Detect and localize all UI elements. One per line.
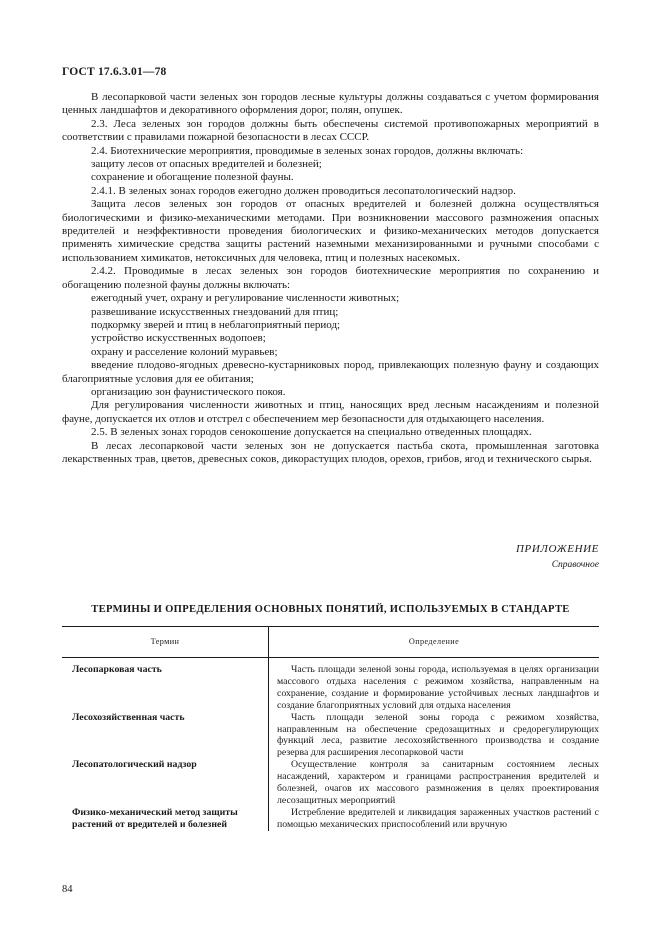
paragraph: 2.5. В зеленых зонах городов сенокошение допускается на специально отведенных площадях. [91, 426, 532, 439]
document-header: ГОСТ 17.6.3.01—78 [62, 66, 167, 78]
terms-table [62, 626, 599, 831]
definition-cell [269, 712, 600, 760]
definition-text: Часть площади зеленой зоны города, используемая в целях организации массового отдыха населения с режимом хозяйства, направленным на сохранение, создание и формирование устойчивых лесных ландшафтов и создание благоприятных условий для отдыха населения [277, 664, 599, 711]
terms-table-body [62, 658, 599, 831]
term-cell: Лесопарковая часть [62, 658, 269, 712]
paragraph: 2.4.2. Проводимые в лесах зеленых зон городов биотехнические мероприятия по сохранению и обогащению полезной фауны должны включать: [62, 265, 599, 291]
definition-text: Осуществление контроля за санитарным состоянием лесных насаждений, характером и границами распространения вредителей и болезней, очагов их массового размножения в целях проектирования лесозащитных мероприятий [277, 759, 599, 806]
section-title: ТЕРМИНЫ И ОПРЕДЕЛЕНИЯ ОСНОВНЫХ ПОНЯТИЙ, ИСПОЛЬЗУЕМЫХ В СТАНДАРТЕ [91, 604, 570, 615]
paragraph: 2.4. Биотехнические мероприятия, проводимые в зеленых зонах городов, должны включать: [91, 144, 524, 157]
paragraph: Для регулирования численности животных и птиц, наносящих вред лесным насаждениям и полезной фауне, допускается их отлов и отстрел с обеспечением мер безопасности для отдыхающего населения. [62, 399, 599, 425]
term-cell: Физико-механический метод защиты растений от вредителей и болезней [62, 807, 269, 831]
table-header-row [62, 627, 599, 658]
appendix-label [516, 543, 599, 570]
page-number: 84 [62, 884, 73, 895]
paragraph: подкормку зверей и птиц в неблагоприятный период; [91, 318, 341, 331]
table-header-definition: Определение [269, 627, 600, 658]
appendix-type: Справочное [551, 560, 599, 570]
term-cell: Лесохозяйственная часть [62, 712, 269, 760]
paragraph: охрану и расселение колоний муравьев; [91, 345, 278, 358]
paragraph: ежегодный учет, охрану и регулирование численности животных; [91, 292, 400, 305]
table-row [62, 712, 599, 760]
paragraph: сохранение и обогащение полезной фауны. [91, 171, 294, 184]
paragraph: введение плодово-ягодных древесно-кустарниковых пород, привлекающих полезную фауну и создающих благоприятные условия для ее обитания; [62, 359, 599, 385]
definition-text: Истребление вредителей и ликвидация зараженных участков растений с помощью механических приспособлений или вручную [277, 806, 599, 830]
paragraph: В лесах лесопарковой части зеленых зон не допускается пастьба скота, промышленная заготовка лекарственных трав, цветов, древесных соков, дикорастущих плодов, орехов, грибов, ягод и технического сырья. [62, 439, 599, 465]
term-cell: Лесопатологический надзор [62, 759, 269, 807]
body-text [62, 91, 599, 466]
table-row [62, 759, 599, 807]
definition-cell [269, 658, 600, 712]
table-header-term: Термин [62, 627, 269, 658]
paragraph: Защита лесов зеленых зон городов от опасных вредителей и болезней должна осуществляться биологическими и физико-механическими методами. При возникновении массового размножения опасных вредителей и неэффективности проведения биологических и физико-механических методов допускается применять химические средства защиты растений наземными механизированными и ручными способами с использованием химикатов, нетоксичных для человека, птиц и полезных насекомых. [62, 198, 599, 264]
paragraph: 2.3. Леса зеленых зон городов должны быть обеспечены системой противопожарных мероприятий в соответствии с правилами пожарной безопасности в лесах СССР. [62, 117, 599, 144]
paragraph: развешивание искусственных гнездований для птиц; [91, 305, 339, 318]
paragraph: 2.4.1. В зеленых зонах городов ежегодно должен проводиться лесопатологический надзор. [91, 184, 516, 197]
paragraph: устройство искусственных водопоев; [91, 332, 266, 345]
table-row [62, 658, 599, 712]
appendix-title: ПРИЛОЖЕНИЕ [516, 543, 599, 555]
paragraph: защиту лесов от опасных вредителей и болезней; [91, 158, 322, 171]
definition-text: Часть площади зеленой зоны города с режимом хозяйства, направленным на обеспечение средозащитных и средорегулирующих функций леса, развитие лесохозяйственного производства и создание резерва для расширения лесопарковой части [277, 711, 599, 759]
definition-cell [269, 759, 600, 807]
paragraph: организацию зон фаунистического покоя. [91, 385, 286, 398]
definition-cell [269, 807, 600, 831]
table-row [62, 807, 599, 831]
paragraph: В лесопарковой части зеленых зон городов лесные культуры должны создаваться с учетом формирования ценных ландшафтов и декоративного оформления дорог, полян, опушек. [62, 91, 599, 117]
